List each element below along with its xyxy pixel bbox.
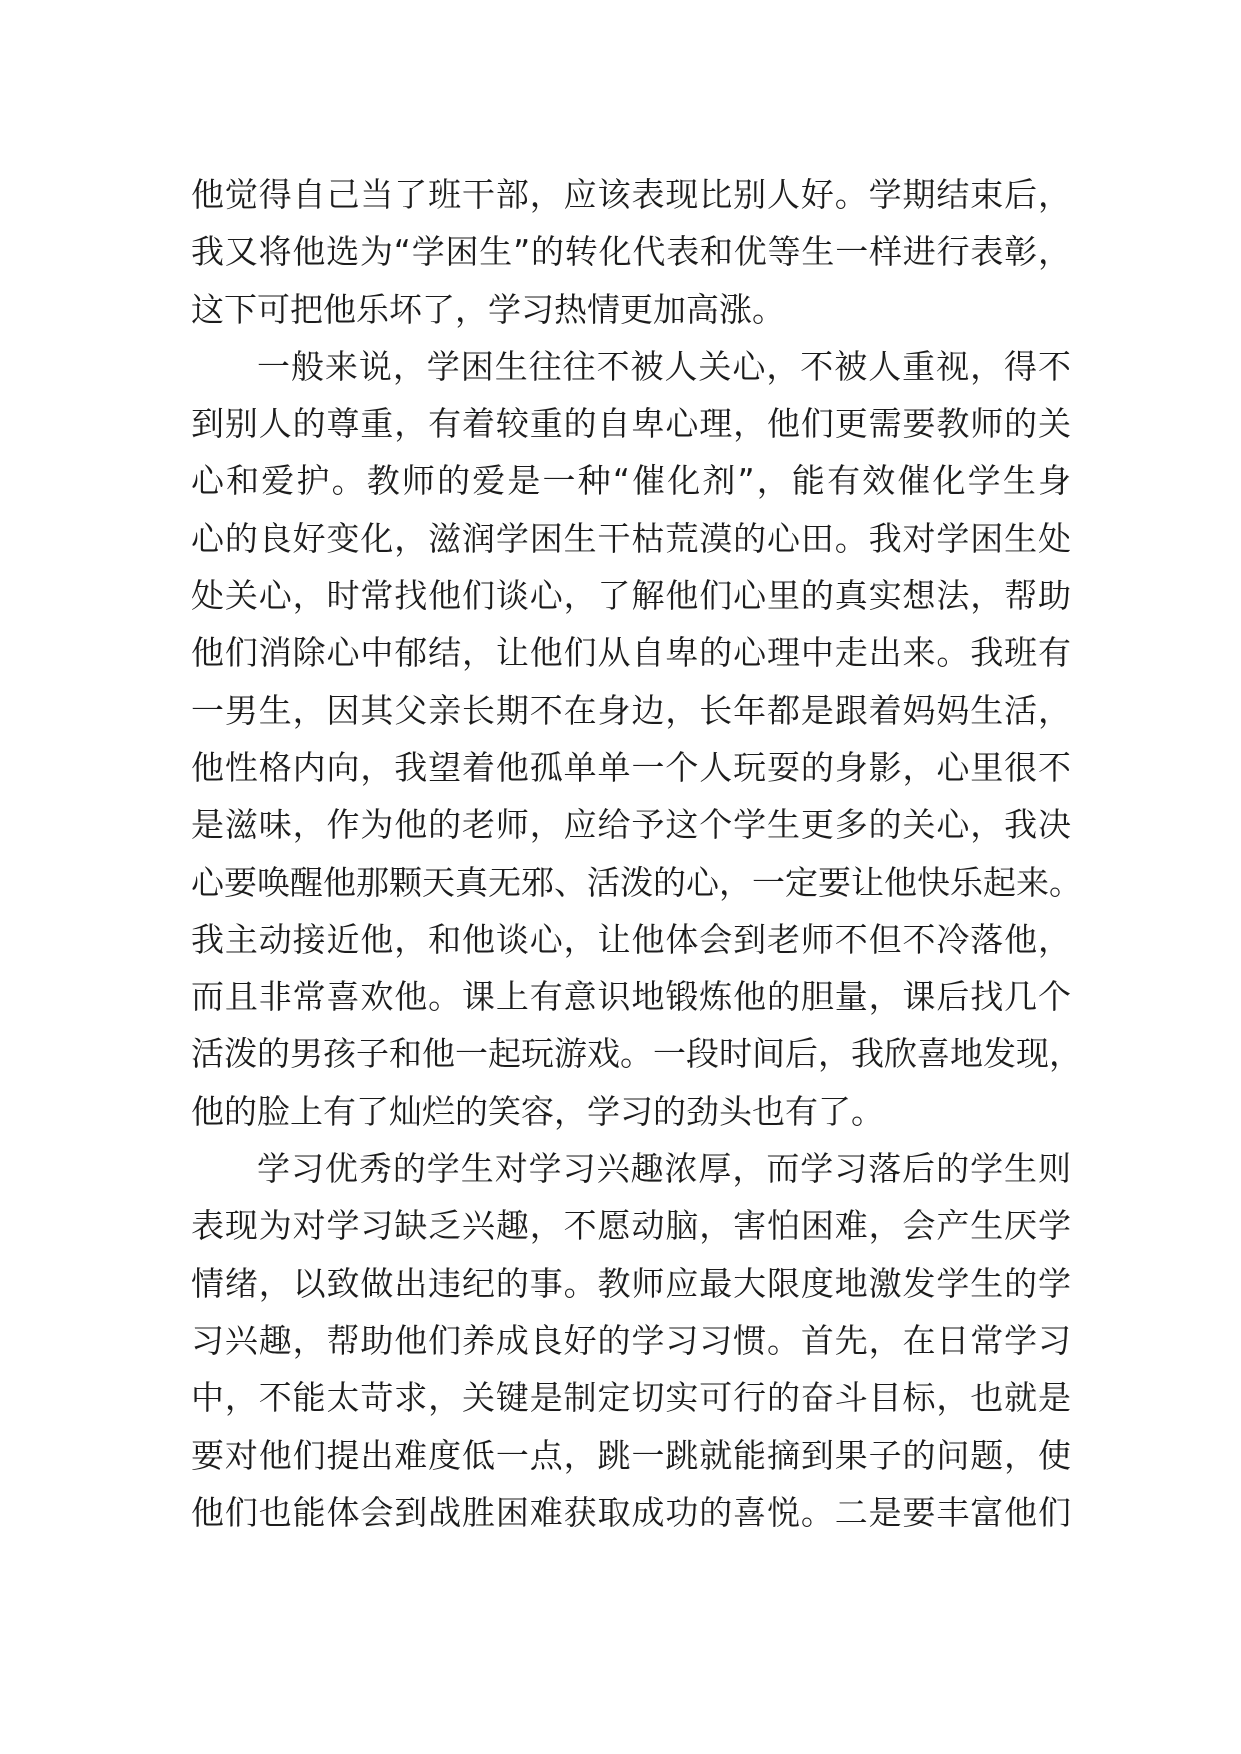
text-line: 而且非常喜欢他。课上有意识地锻炼他的胆量，课后找几个 xyxy=(191,977,1071,1017)
text-line: 他们消除心中郁结，让他们从自卑的心理中走出来。我班有 xyxy=(191,633,1071,673)
body-text xyxy=(191,166,1082,1541)
text-line: 这下可把他乐坏了，学习热情更加高涨。 xyxy=(191,289,785,329)
text-line: 学习优秀的学生对学习兴趣浓厚，而学习落后的学生则 xyxy=(257,1149,1071,1189)
text-line: 我主动接近他，和他谈心，让他体会到老师不但不冷落他， xyxy=(191,919,1071,959)
text-line: 一般来说，学困生往往不被人关心，不被人重视，得不 xyxy=(257,346,1071,386)
text-line: 他性格内向，我望着他孤单单一个人玩耍的身影，心里很不 xyxy=(191,747,1071,787)
text-line: 到别人的尊重，有着较重的自卑心理，他们更需要教师的关 xyxy=(191,404,1071,444)
text-line: 要对他们提出难度低一点，跳一跳就能摘到果子的问题，使 xyxy=(191,1435,1071,1475)
text-line: 习兴趣，帮助他们养成良好的学习习惯。首先，在日常学习 xyxy=(191,1320,1071,1360)
text-line: 他的脸上有了灿烂的笑容，学习的劲头也有了。 xyxy=(191,1091,884,1131)
text-line: 活泼的男孩子和他一起玩游戏。一段时间后，我欣喜地发现， xyxy=(191,1034,1082,1074)
text-line: 中，不能太苛求，关键是制定切实可行的奋斗目标，也就是 xyxy=(191,1378,1071,1418)
text-line: 我又将他选为“学困生”的转化代表和优等生一样进行表彰， xyxy=(191,232,1071,272)
text-line: 处关心，时常找他们谈心，了解他们心里的真实想法，帮助 xyxy=(191,576,1071,616)
text-line: 情绪，以致做出违纪的事。教师应最大限度地激发学生的学 xyxy=(191,1263,1071,1303)
text-line: 一男生，因其父亲长期不在身边，长年都是跟着妈妈生活， xyxy=(191,690,1071,730)
text-line: 心要唤醒他那颗天真无邪、活泼的心，一定要让他快乐起来。 xyxy=(191,862,1082,902)
text-line: 他觉得自己当了班干部，应该表现比别人好。学期结束后， xyxy=(191,175,1071,214)
text-line: 心的良好变化，滋润学困生干枯荒漠的心田。我对学困生处 xyxy=(191,518,1071,558)
text-line: 是滋味，作为他的老师，应给予这个学生更多的关心，我决 xyxy=(191,805,1071,845)
text-line: 他们也能体会到战胜困难获取成功的喜悦。二是要丰富他们 xyxy=(191,1492,1071,1532)
text-line: 表现为对学习缺乏兴趣，不愿动脑，害怕困难，会产生厌学 xyxy=(191,1206,1071,1246)
text-line: 心和爱护。教师的爱是一种“催化剂”，能有效催化学生身 xyxy=(191,461,1071,501)
